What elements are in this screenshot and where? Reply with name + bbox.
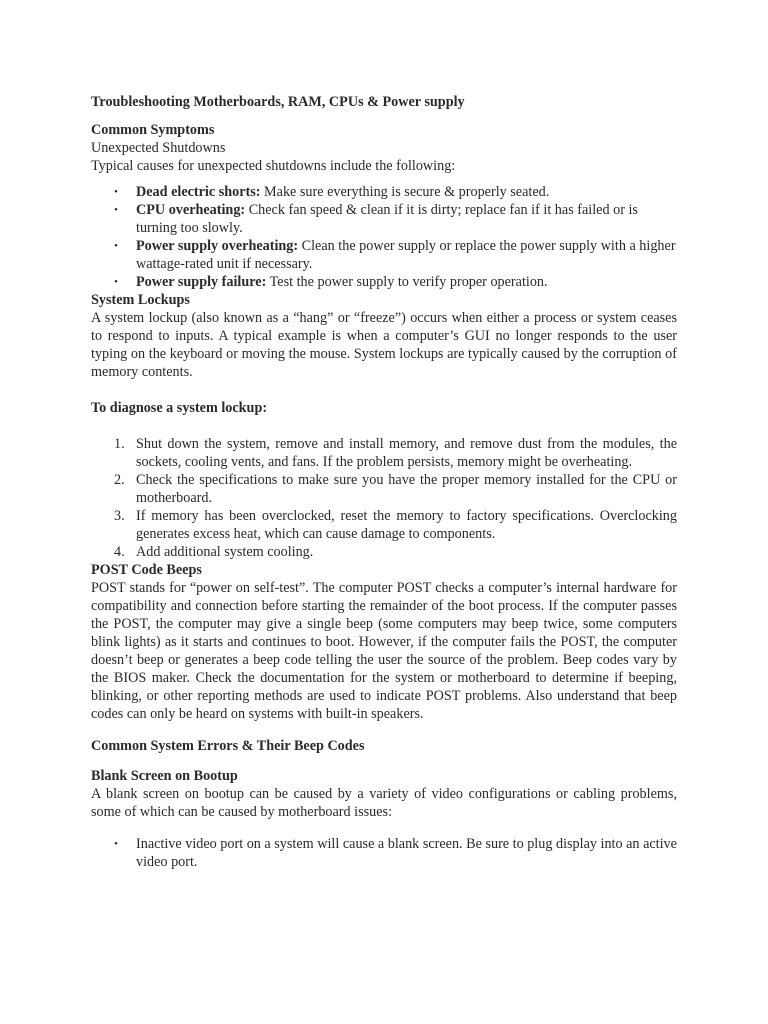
step-number: 2. bbox=[114, 472, 125, 488]
step-text: Add additional system cooling. bbox=[136, 544, 314, 560]
bullet-icon: • bbox=[114, 276, 118, 288]
blank-screen-body: A blank screen on bootup can be caused by a variety of video configurations or cabling problems, some of which can be caused by motherboard issues: bbox=[91, 786, 677, 820]
blank-screen-heading: Blank Screen on Bootup bbox=[91, 768, 238, 784]
list-item bbox=[114, 507, 677, 543]
errors-heading: Common System Errors & Their Beep Codes bbox=[91, 738, 365, 754]
step-number: 1. bbox=[114, 436, 125, 452]
list-item-text: Make sure everything is secure & properly seated. bbox=[260, 184, 550, 200]
common-symptoms-heading: Common Symptoms bbox=[91, 122, 215, 138]
bullet-icon: • bbox=[114, 186, 118, 198]
list-item-text: Test the power supply to verify proper operation. bbox=[266, 274, 548, 290]
document-body bbox=[91, 93, 677, 871]
list-item bbox=[114, 237, 677, 273]
step-text: Check the specifications to make sure you have the proper memory installed for the CPU or motherboard. bbox=[136, 472, 677, 506]
list-item bbox=[114, 471, 677, 507]
shutdown-causes-list bbox=[91, 183, 677, 291]
post-heading: POST Code Beeps bbox=[91, 562, 202, 578]
step-number: 4. bbox=[114, 544, 125, 560]
list-item bbox=[114, 543, 677, 561]
system-lockups-body: A system lockup (also known as a “hang” or “freeze”) occurs when either a process or system ceases to respond to inputs. A typical example is when a computer’s GUI no longer responds to the user typing on the keyboard or moving the mouse. System lockups are typically caused by the corruption of memory contents. bbox=[91, 310, 677, 380]
unexpected-shutdowns-subheading: Unexpected Shutdowns bbox=[91, 140, 226, 156]
system-lockups-heading: System Lockups bbox=[91, 292, 190, 308]
list-item-term: Power supply failure: bbox=[136, 274, 267, 290]
list-item-term: CPU overheating: bbox=[136, 202, 246, 218]
bullet-icon: • bbox=[114, 838, 118, 850]
list-item-text: Inactive video port on a system will cause a blank screen. Be sure to plug display into an active video port. bbox=[136, 836, 677, 870]
bullet-icon: • bbox=[114, 240, 118, 252]
list-item bbox=[114, 183, 677, 201]
diagnose-lockup-heading: To diagnose a system lockup: bbox=[91, 400, 268, 416]
shutdowns-intro: Typical causes for unexpected shutdowns include the following: bbox=[91, 158, 456, 174]
list-item bbox=[114, 835, 677, 871]
list-item bbox=[114, 435, 677, 471]
post-body: POST stands for “power on self-test”. The computer POST checks a computer’s internal hardware for compatibility and connection before starting the remainder of the boot process. If the computer passes the POST, the computer may give a single beep (some computers may beep twice, some computers blink lights) as it starts and continues to boot. However, if the computer fails the POST, the computer doesn’t beep or generates a beep code telling the user the source of the problem. Beep codes vary by the BIOS maker. Check the documentation for the system or motherboard to determine if beeping, blinking, or other reporting methods are used to indicate POST problems. Also understand that beep codes can only be heard on systems with built-in speakers. bbox=[91, 580, 677, 722]
list-item bbox=[114, 273, 677, 291]
step-text: Shut down the system, remove and install memory, and remove dust from the modules, the sockets, cooling vents, and fans. If the problem persists, memory might be overheating. bbox=[136, 436, 677, 470]
list-item-term: Power supply overheating: bbox=[136, 238, 299, 254]
step-text: If memory has been overclocked, reset the memory to factory specifications. Overclocking generates excess heat, which can cause damage to components. bbox=[136, 508, 677, 542]
list-item-text: Clean the power supply or replace the power supply with a higher wattage-rated unit if necessary. bbox=[136, 238, 676, 272]
step-number: 3. bbox=[114, 508, 125, 524]
list-item bbox=[114, 201, 677, 237]
list-item-term: Dead electric shorts: bbox=[136, 184, 261, 200]
bullet-icon: • bbox=[114, 204, 118, 216]
blank-screen-causes-list bbox=[91, 835, 677, 871]
list-item-text: Check fan speed & clean if it is dirty; replace fan if it has failed or is turning too slowly. bbox=[136, 202, 638, 236]
diagnose-steps-list bbox=[91, 435, 677, 561]
document-title: Troubleshooting Motherboards, RAM, CPUs & Power supply bbox=[91, 94, 465, 110]
